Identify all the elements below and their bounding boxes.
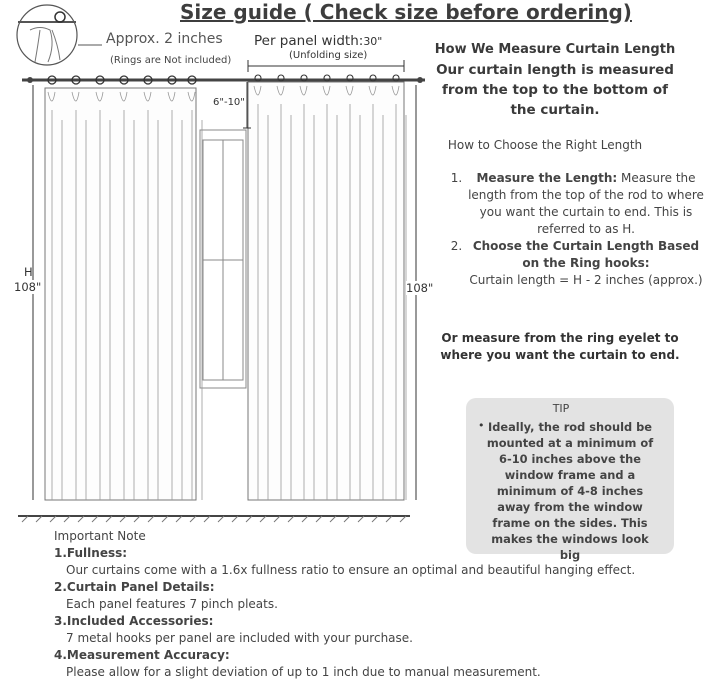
left-curtain-panel bbox=[45, 88, 196, 500]
unfolding-note: (Unfolding size) bbox=[289, 50, 368, 61]
window-frame bbox=[200, 130, 246, 388]
rings-note: (Rings are Not included) bbox=[110, 55, 232, 66]
note-body: Our curtains come with a 1.6x fullness ratio to ensure an optimal and beautiful hanging effect. bbox=[66, 563, 636, 577]
left-height-label: 108" bbox=[14, 280, 42, 294]
approx-label: Approx. 2 inches bbox=[106, 31, 223, 47]
note-heading: 4.Measurement Accuracy: bbox=[54, 648, 230, 662]
h-label: H bbox=[24, 265, 33, 279]
choose-title: How to Choose the Right Length bbox=[447, 138, 643, 152]
rod-gap-label: 6"-10" bbox=[213, 97, 245, 108]
ring-detail-icon bbox=[17, 5, 77, 65]
step-text: Curtain length = H - 2 inches (approx.) bbox=[469, 273, 703, 287]
alternative-text: Or measure from the ring eyelet to where you want the curtain to end. bbox=[440, 331, 680, 362]
tip-text: Ideally, the rod should be mounted at a minimum of 6-10 inches above the window frame and a minimum of 4-8 inches away from the window frame on the sides. This makes the windows look big bbox=[486, 420, 654, 562]
step-item bbox=[466, 170, 706, 238]
note-heading: 3.Included Accessories: bbox=[54, 614, 214, 628]
notes-title: Important Note bbox=[54, 529, 146, 543]
curtain-diagram bbox=[0, 0, 440, 530]
measure-heading-line1: How We Measure Curtain Length bbox=[434, 42, 676, 57]
right-height-label: 108" bbox=[406, 281, 434, 295]
panel-width-value: 30" bbox=[363, 35, 383, 48]
step-bold: Measure the Length: bbox=[476, 171, 618, 185]
note-body: Please allow for a slight deviation of up to 1 inch due to manual measurement. bbox=[66, 665, 541, 679]
tip-bullet-icon: • bbox=[478, 419, 485, 432]
note-heading: 1.Fullness: bbox=[54, 546, 128, 560]
step-bold: Choose the Curtain Length Based on the Ring hooks: bbox=[472, 239, 700, 270]
step-item bbox=[466, 238, 706, 289]
measure-heading bbox=[430, 40, 680, 120]
note-body: 7 metal hooks per panel are included with your purchase. bbox=[66, 631, 413, 645]
measure-heading-line2: Our curtain length is measured from the top to the bottom of the curtain. bbox=[436, 62, 674, 118]
right-curtain-panel bbox=[248, 82, 404, 500]
panel-width-text: Per panel width: bbox=[254, 33, 364, 49]
important-notes bbox=[54, 528, 635, 681]
step-text: Measure the length from the top of the rod to where you want the curtain to end. This is referred to as H. bbox=[468, 171, 704, 236]
panel-width-arrow bbox=[248, 60, 404, 72]
panel-width-label bbox=[254, 33, 382, 49]
note-body: Each panel features 7 pinch pleats. bbox=[66, 597, 278, 611]
tip-title: TIP bbox=[552, 402, 570, 415]
note-heading: 2.Curtain Panel Details: bbox=[54, 580, 215, 594]
measure-steps bbox=[440, 170, 706, 289]
page-title: Size guide ( Check size before ordering) bbox=[180, 0, 632, 24]
